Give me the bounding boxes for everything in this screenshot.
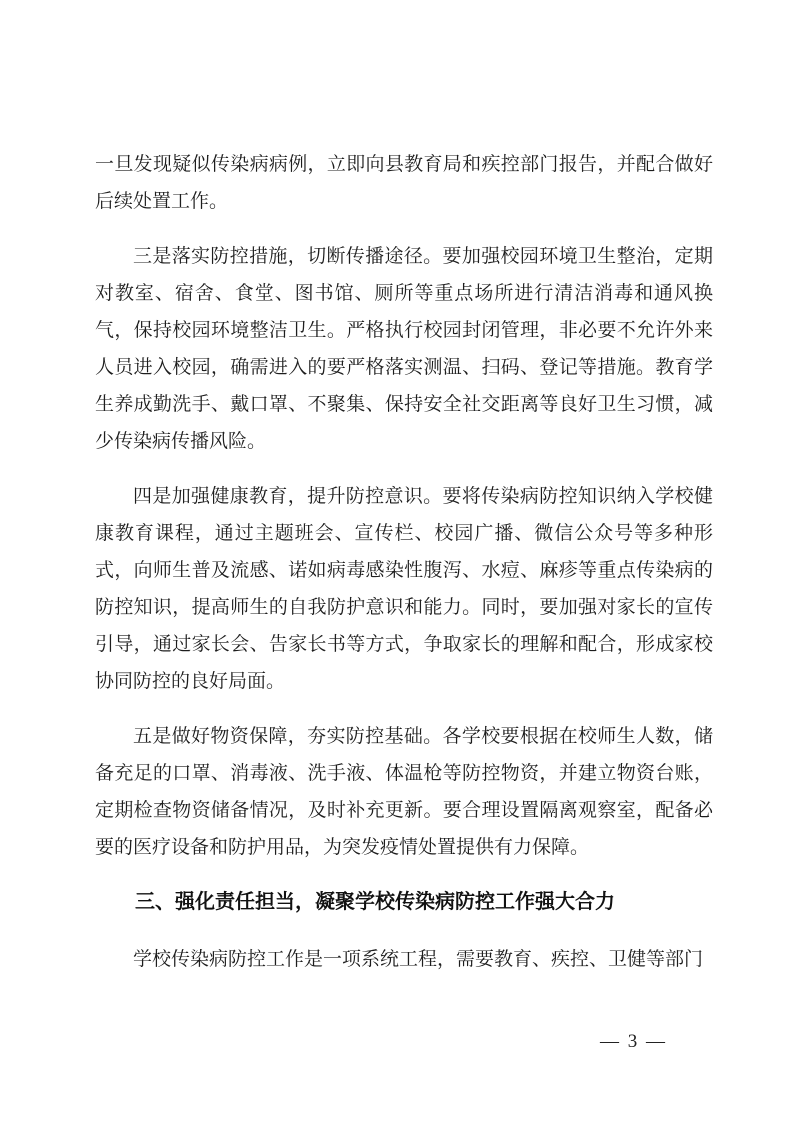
paragraph-section-three-intro: 学校传染病防控工作是一项系统工程，需要教育、疾控、卫健等部门 xyxy=(133,949,704,970)
document-body xyxy=(95,146,713,978)
paragraph-measure-five: 五是做好物资保障，夯实防控基础。各学校要根据在校师生人数，储备充足的口罩、消毒液、洗手液、体温枪等防控物资，并建立物资台账，定期检查物资储备情况，及时补充更新。要合理设置隔离观察室，配备必要的医疗设备和防护用品，为突发疫情处置提供有力保障。 xyxy=(95,726,713,858)
section-heading-three: 三、强化责任担当，凝聚学校传染病防控工作强大合力 xyxy=(135,891,615,913)
paragraph-continued-from-previous-page: 一旦发现疑似传染病病例，立即向县教育局和疾控部门报告，并配合做好后续处置工作。 xyxy=(95,154,713,212)
page-number: — 3 — xyxy=(600,1031,667,1052)
paragraph-measure-four: 四是加强健康教育，提升防控意识。要将传染病防控知识纳入学校健康教育课程，通过主题班会、宣传栏、校园广播、微信公众号等多种形式，向师生普及流感、诺如病毒感染性腹泻、水痘、麻疹等重点传染病的防控知识，提高师生的自我防护意识和能力。同时，要加强对家长的宣传引导，通过家长会、告家长书等方式，争取家长的理解和配合，形成家校协同防控的良好局面。 xyxy=(95,486,713,692)
paragraph-measure-three: 三是落实防控措施，切断传播途径。要加强校园环境卫生整治，定期对教室、宿舍、食堂、图书馆、厕所等重点场所进行清洁消毒和通风换气，保持校园环境整洁卫生。严格执行校园封闭管理，非必要不允许外来人员进入校园，确需进入的要严格落实测温、扫码、登记等措施。教育学生养成勤洗手、戴口罩、不聚集、保持安全社交距离等良好卫生习惯，减少传染病传播风险。 xyxy=(95,246,713,452)
